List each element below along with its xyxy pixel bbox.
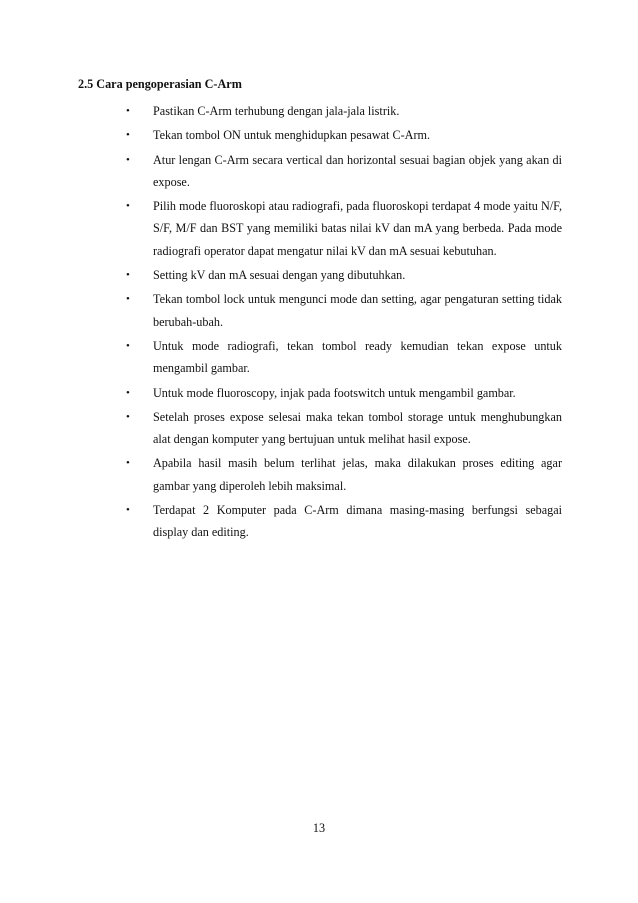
list-item-text: Tekan tombol ON untuk menghidupkan pesawat C-Arm. — [153, 128, 431, 143]
bullet-icon: • — [126, 504, 130, 517]
list-item-text: Untuk mode radiografi, tekan tombol ready kemudian tekan expose untuk mengambil gambar. — [153, 338, 562, 376]
bullet-icon: • — [126, 105, 130, 117]
bullet-icon: • — [126, 293, 130, 306]
section-heading: 2.5 Cara pengoperasian C-Arm — [78, 77, 242, 91]
list-item — [126, 195, 562, 262]
page-number: 13 — [312, 821, 326, 835]
list-item-text: Tekan tombol lock untuk mengunci mode dan setting, agar pengaturan setting tidak berubah-ubah. — [153, 292, 562, 329]
list-item — [126, 499, 562, 544]
list-item-text: Setelah proses expose selesai maka tekan tombol storage untuk menghubungkan alat dengan komputer yang bertujuan untuk melihat hasil expose. — [153, 409, 562, 447]
bullet-icon: • — [126, 200, 130, 213]
list-item — [126, 100, 562, 122]
list-item-text: Apabila hasil masih belum terlihat jelas, maka dilakukan proses editing agar gambar yang diperoleh lebih maksimal. — [153, 456, 562, 493]
bullet-icon: • — [126, 129, 130, 142]
list-item-text: Untuk mode fluoroscopy, injak pada footswitch untuk mengambil gambar. — [153, 385, 516, 400]
list-item-text: Atur lengan C-Arm secara vertical dan horizontal sesuai bagian objek yang akan di expose. — [153, 152, 562, 189]
list-item — [126, 288, 562, 333]
list-item — [126, 452, 562, 497]
list-item — [126, 149, 562, 194]
list-item-text: Setting kV dan mA sesuai dengan yang dibutuhkan. — [153, 268, 406, 283]
list-item — [126, 382, 562, 404]
list-item — [126, 264, 562, 286]
list-item — [126, 406, 562, 451]
bullet-icon: • — [126, 339, 130, 352]
bullet-icon: • — [126, 269, 130, 282]
list-item — [126, 124, 562, 146]
bullet-icon: • — [126, 153, 130, 166]
list-item-text: Terdapat 2 Komputer pada C-Arm dimana masing-masing berfungsi sebagai display dan editing. — [153, 503, 562, 540]
bullet-icon: • — [126, 457, 130, 470]
list-item-text: Pilih mode fluoroskopi atau radiografi, pada fluoroskopi terdapat 4 mode yaitu N/F, S/F, M/F dan BST yang memiliki batas nilai kV dan mA yang berbeda. Pada mode radiografi operator dapat mengatur nilai kV dan mA sesuai kebutuhan. — [153, 199, 562, 258]
bullet-icon: • — [126, 386, 130, 399]
operation-steps-list — [126, 100, 562, 546]
bullet-icon: • — [126, 410, 130, 423]
list-item-text: Pastikan C-Arm terhubung dengan jala-jala listrik. — [153, 104, 400, 118]
list-item — [126, 335, 562, 380]
